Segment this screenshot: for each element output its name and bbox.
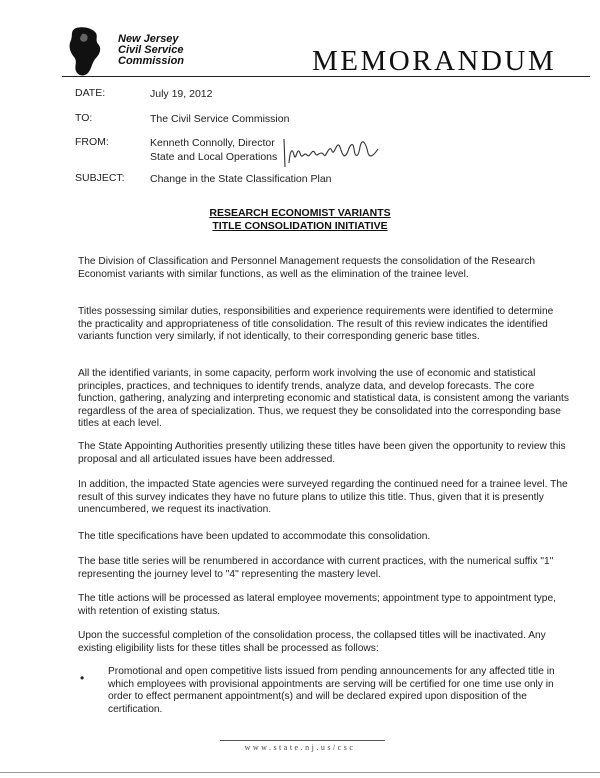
from-name: Kenneth Connolly, Director	[150, 137, 275, 149]
from-label: FROM:	[75, 136, 109, 148]
bullet-item-1: Promotional and open competitive lists issued from pending announcements for any affected title in which employees with provisional appointments are serving will be certified for one time use only in order to effect permanent appointment(s) and will be declared expired upon disposition of the certification.	[108, 666, 555, 715]
paragraph-4: The State Appointing Authorities presently utilizing these titles have been given the opportunity to review this proposal and all articulated issues have been addressed.	[78, 441, 566, 465]
footer-divider	[220, 740, 385, 741]
paragraph-8: The title actions will be processed as lateral employee movements; appointment type to appointment type, with retention of existing status.	[78, 593, 556, 617]
org-name	[118, 34, 184, 67]
from-office: State and Local Operations	[150, 151, 278, 163]
paragraph-7: The base title series will be renumbered in accordance with current practices, with the numerical suffix "1" representing the journey level to "4" representing the mastery level.	[78, 556, 554, 580]
to-value: The Civil Service Commission	[150, 113, 290, 125]
header-divider	[62, 76, 590, 77]
paragraph-5: In addition, the impacted State agencies were surveyed regarding the continued need for a trainee level. The result of this survey indicates they have no future plans to utilize this title. Thus, given that it is presently unencumbered, we request its inactivation.	[78, 479, 568, 516]
bullet-marker: •	[80, 671, 85, 685]
footer-url: www.state.nj.us/csc	[244, 743, 356, 752]
scan-edge-line	[0, 772, 600, 773]
subject-label: SUBJECT:	[75, 172, 125, 184]
date-label: DATE:	[75, 87, 106, 99]
paragraph-9: Upon the successful completion of the consolidation process, the collapsed titles will be inactivated. Any existing eligibility lists for these titles shall be processed as follows:	[78, 630, 546, 654]
nj-state-silhouette-icon	[62, 24, 116, 78]
paragraph-1: The Division of Classification and Personnel Management requests the consolidation of the Research Economist variants with similar functions, as well as the elimination of the trainee level.	[78, 256, 535, 280]
to-label: TO:	[75, 112, 93, 124]
org-name-line2: Civil Service	[118, 44, 184, 56]
handwritten-signature	[280, 133, 390, 173]
date-value: July 19, 2012	[150, 88, 213, 100]
org-name-line3: Commission	[118, 55, 185, 67]
paragraph-2: Titles possessing similar duties, responsibilities and experience requirements were identified to determine the practicality and appropriateness of title consolidation. The result of this review indicates the identified variants function very similarly, if not identically, to their corresponding generic base titles.	[78, 306, 554, 343]
heading-line2: TITLE CONSOLIDATION INITIATIVE	[212, 220, 388, 232]
org-name-line1: New Jersey	[118, 33, 179, 45]
paragraph-6: The title specifications have been updated to accommodate this consolidation.	[78, 531, 431, 542]
heading-line1: RESEARCH ECONOMIST VARIANTS	[209, 207, 391, 219]
csc-logo	[62, 22, 212, 80]
memorandum-title: MEMORANDUM	[312, 45, 557, 77]
paragraph-3: All the identified variants, in some capacity, perform work involving the use of economic and statistical principles, practices, and techniques to identify trends, analyze data, and develop forecasts. The core function, gathering, analyzing and interpreting economic and statistical data, is consistent among the variants regardless of the area of specialization. Thus, we request they be consolidated into the corresponding base titles at each level.	[78, 368, 569, 430]
from-value	[150, 136, 277, 164]
subject-value: Change in the State Classification Plan	[150, 173, 332, 185]
